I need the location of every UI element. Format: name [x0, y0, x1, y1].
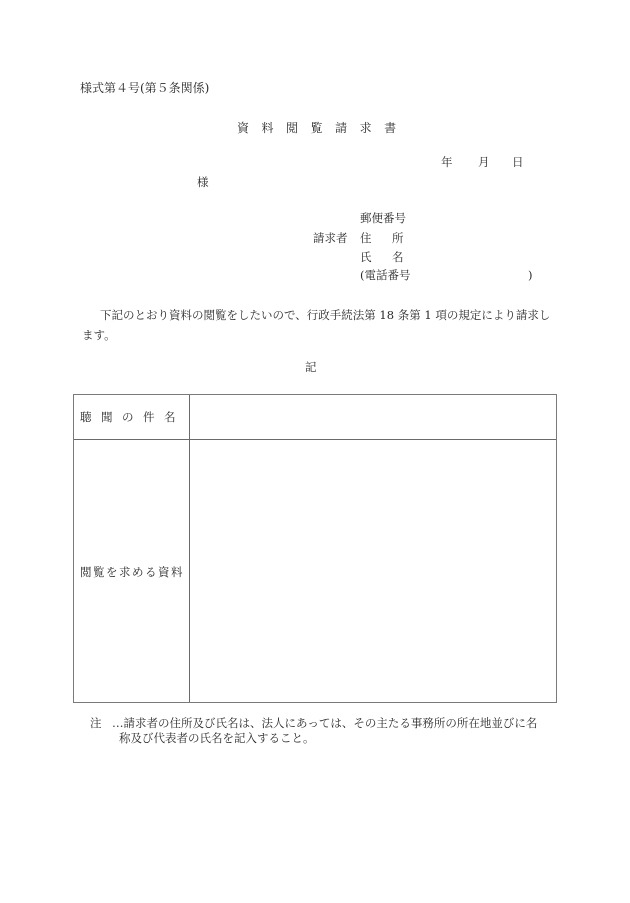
- request-table: [73, 394, 557, 703]
- requested-documents-label: 閲覧を求める資料: [80, 565, 184, 579]
- request-statement-line: 下記のとおり資料の閲覧をしたいので、行政手続法第 18 条第 1 項の規定により請求し: [100, 308, 551, 322]
- title-char: 資: [237, 121, 250, 135]
- phone-label: (電話番号: [360, 268, 411, 282]
- postal-code-label: 郵便番号: [360, 211, 406, 225]
- document-title: [237, 122, 409, 134]
- addressee-honorific: 様: [197, 175, 209, 189]
- note-mark: 注: [90, 716, 102, 730]
- title-char: 書: [384, 121, 397, 135]
- title-char: 求: [359, 121, 372, 135]
- phone-close-paren: ): [528, 268, 533, 282]
- title-char: 覧: [310, 121, 323, 135]
- requested-documents-field[interactable]: [190, 440, 556, 702]
- title-char: 請: [335, 121, 348, 135]
- address-label: 住 所: [360, 231, 404, 245]
- title-char: 閲: [286, 121, 299, 135]
- ki-heading: 記: [305, 360, 317, 374]
- name-label: 氏 名: [360, 250, 404, 264]
- note-line-1: 注 …請求者の住所及び氏名は、法人にあっては、その主たる事務所の所在地並びに名: [90, 713, 537, 733]
- hearing-subject-label: 聴 聞 の 件 名: [80, 410, 176, 424]
- hearing-subject-field[interactable]: [190, 395, 556, 439]
- date-month-label: 月: [478, 155, 490, 169]
- requester-label: 請求者: [313, 231, 348, 245]
- title-char: 料: [261, 121, 274, 135]
- note-line-2: 称及び代表者の氏名を記入すること。: [119, 731, 315, 745]
- form-number: 様式第４号(第５条関係): [80, 81, 210, 95]
- request-statement: [82, 305, 562, 345]
- request-statement-line: ます。: [82, 328, 116, 342]
- date-day-label: 日: [512, 155, 524, 169]
- date-year-label: 年: [441, 155, 453, 169]
